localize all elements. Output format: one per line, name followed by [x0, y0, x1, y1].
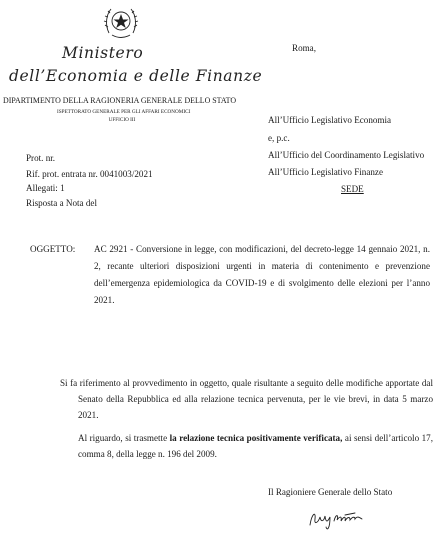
- recipient-line-1: All’Ufficio Legislativo Economia: [268, 115, 392, 125]
- office-name: UFFICIO III: [108, 117, 136, 123]
- subject-label: OGGETTO:: [30, 244, 76, 254]
- subject-text: AC 2921 - Conversione in legge, con modificazioni, del decreto-legge 14 gennaio 2021, n. 2, recante ulteriori disposizioni urgenti in materia di contenimento e prevenzione dell’emergenza epidemiologica da COVID-19 e di svolgimento delle elezioni per l’anno 2021.: [94, 244, 430, 305]
- body-paragraph-2: [78, 430, 433, 462]
- subject-block: [30, 241, 430, 309]
- body-paragraph-2-end: ai sensi dell’articolo 17, comma 8, della legge n. 196 del 2009.: [78, 433, 433, 459]
- reply-to-note: Risposta a Nota del: [26, 198, 97, 208]
- attachments-count: Allegati: 1: [26, 183, 65, 193]
- handwritten-signature-icon: [307, 507, 365, 533]
- signatory-title: Il Ragioniere Generale dello Stato: [268, 487, 393, 497]
- italian-republic-emblem-icon: [103, 3, 139, 41]
- body-paragraph-1-text: Si fa riferimento al provvedimento in oggetto, quale risultante a seguito delle modifiche apportate dal Senato della Repubblica ed alla relazione tecnica pervenuta, per le vie brevi, in data 5 marzo 2021.: [60, 378, 433, 420]
- recipient-line-4: All’Ufficio Legislativo Finanze: [268, 167, 383, 177]
- recipient-sede: SEDE: [341, 184, 364, 194]
- body-paragraph-2-start: Al riguardo, si trasmette: [78, 433, 170, 443]
- inspectorate-name: ISPETTORATO GENERALE PER GLI AFFARI ECONOMICI: [57, 109, 191, 115]
- place-date: Roma,: [292, 43, 316, 53]
- ministry-name-line1: Ministero: [62, 44, 144, 62]
- recipient-line-2: e, p.c.: [268, 133, 290, 143]
- ministry-name-line2: dell’Economia e delle Finanze: [9, 67, 263, 85]
- body-paragraph-1: [60, 375, 433, 423]
- department-name: DIPARTIMENTO DELLA RAGIONERIA GENERALE DELLO STATO: [3, 96, 237, 105]
- reference-protocol: Rif. prot. entrata nr. 0041003/2021: [26, 169, 153, 179]
- recipient-line-3: All’Ufficio del Coordinamento Legislativo: [268, 150, 425, 160]
- protocol-number: Prot. nr.: [26, 153, 56, 163]
- body-paragraph-2-bold: la relazione tecnica positivamente verificata,: [169, 433, 343, 443]
